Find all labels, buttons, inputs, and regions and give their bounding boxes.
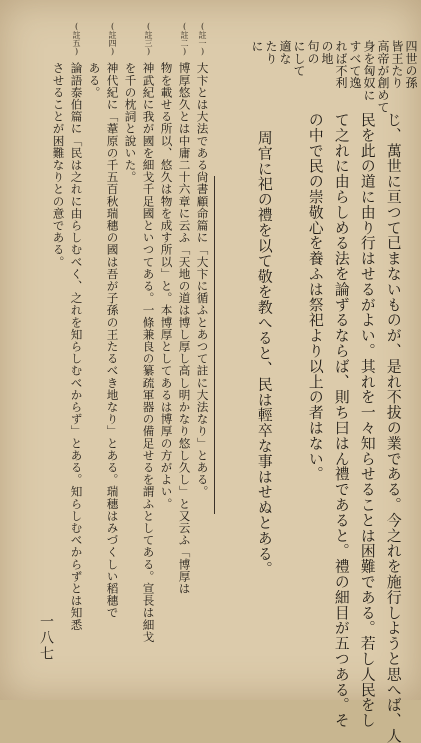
top-block-line: 身を匈奴に: [362, 40, 376, 101]
top-block-line: れば不利: [334, 40, 348, 89]
top-block-line: の地: [320, 40, 334, 65]
note-line: 論語泰伯篇に「民は之れに由らしむべく、之れを知らしむべからず」とある。知らしむべからずとは知悉: [69, 62, 84, 631]
note-line: ある。: [87, 62, 102, 99]
note-mark: (註五): [72, 22, 81, 56]
note-line: 博厚悠久とは中庸二十六章に云ふ「天地の道は博し厚し高し明かなり悠し久し」と又云ふ「博厚は: [177, 62, 192, 595]
main-text-line: の中で民の崇敬心を養ふは祭祀より以上の者はない。: [306, 112, 324, 482]
top-block-line: すべて逸: [348, 40, 362, 89]
main-text-line: 周官に祀の禮を以て敬を教へると、民は輕卒な事はせぬとある。: [255, 130, 273, 577]
top-block-line: 高帝が創めて: [376, 40, 390, 114]
note-line: 神武紀に我が國を細戈千足國といつてある。一條兼良の纂疏軍器の備足せるを謂ふとしてある。宣長は細戈: [141, 62, 156, 643]
note-line: 神代紀に「葦原の千五百秋瑞穗の國は吾が子孫の王たるべき地なり」とある。瑞穗はみづくしい稻穗で: [105, 62, 120, 619]
top-block-line: にして: [292, 40, 306, 77]
top-block-line: 句の: [306, 40, 320, 65]
top-block-line: 適な: [278, 40, 292, 65]
top-block-line: たり: [264, 40, 278, 65]
note-mark: (註三): [144, 22, 153, 56]
column-divider: [214, 176, 215, 514]
note-mark: (註四): [108, 22, 117, 56]
note-line: 物を載せる所以、悠久は物を成す所以」と。本博厚としてあるは博厚の方がよい。: [159, 62, 174, 510]
top-block-line: 皆王たり: [390, 40, 404, 89]
main-text-line: 民を此の道に由り行はせるがよい。其れを一々知らせることは困難である。若し人民をし: [358, 112, 376, 728]
note-line: させることが困難なりとの意である。: [51, 62, 66, 268]
main-text-line: て之れに由らしめる法を論ずるならば、則ち曰はん禮であると。禮の細目が五つある。そ: [332, 112, 350, 728]
note-line: を千の枕詞と說いた。: [123, 62, 138, 183]
note-mark: (註一): [198, 22, 207, 56]
note-line: 大卞とは大法である尙書顧命篇に「大卞に循ふとあつて註に大法なり」とある。: [195, 62, 210, 498]
top-block-line: 四世の孫: [404, 40, 418, 89]
page-number: 一八七: [38, 614, 54, 662]
main-text-line: じ、萬世に亘つて已まないものが、是れ不拔の業である。今之れを施行しようと思へば、人: [384, 112, 402, 743]
note-mark: (註二): [180, 22, 189, 56]
top-block-line: に: [250, 40, 264, 53]
